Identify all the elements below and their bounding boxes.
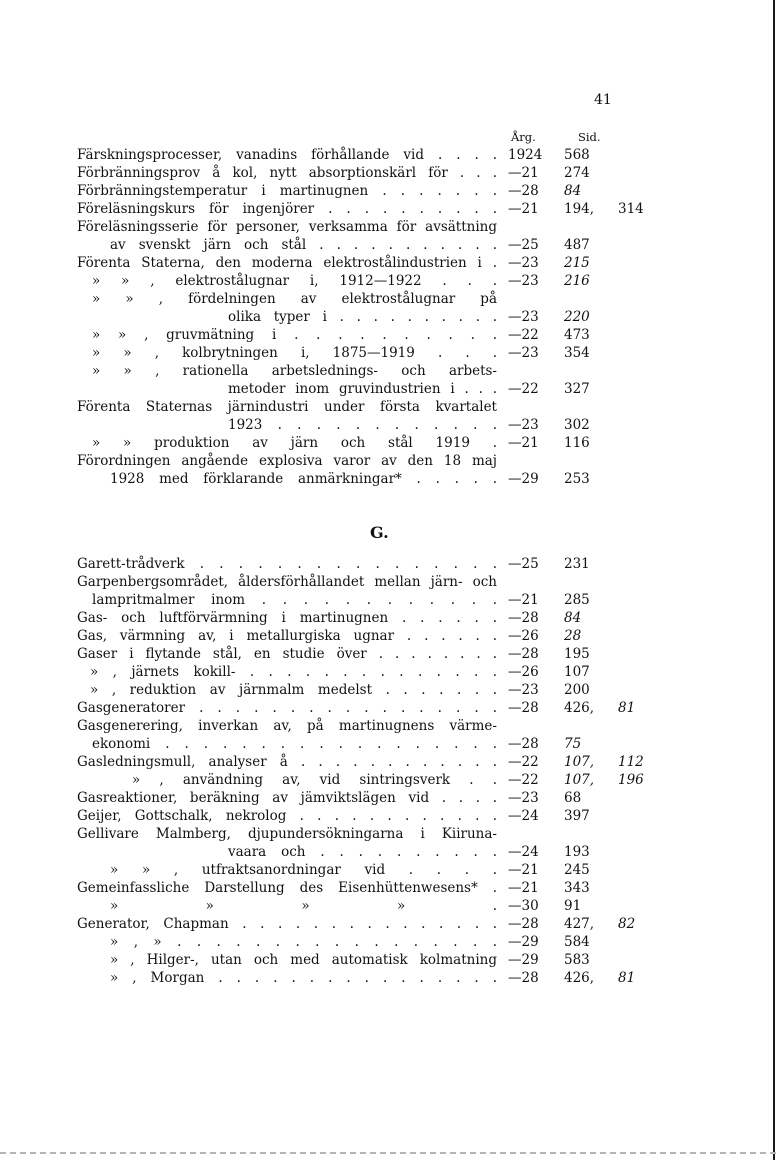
entry-text: » , reduktion av järnmalm medelst . . . . . . . [90, 682, 497, 698]
index-entry [0, 591, 776, 609]
entry-year: —23 [508, 790, 539, 806]
index-entry [0, 861, 776, 879]
entry-year: —22 [508, 772, 539, 788]
entry-page: 68 [564, 790, 582, 806]
entry-text: Gasgeneratorer . . . . . . . . . . . . . . . . . [77, 700, 497, 716]
entry-text: Föreläsningskurs för ingenjörer . . . . . . . . . . [77, 201, 497, 217]
index-entry [0, 897, 776, 915]
entry-year: —22 [508, 327, 539, 343]
entry-text: » , användning av, vid sintringsverk . . [132, 772, 497, 788]
entry-text: » » , utfraktsanordningar vid . . . . [110, 862, 497, 878]
entry-text: Förenta Staterna, den moderna elektrostålindustrien i . [77, 255, 497, 271]
entry-extra-page: 82 [618, 916, 636, 932]
entry-page: 84 [564, 183, 582, 199]
entry-extra-page: 112 [618, 754, 644, 770]
entry-year: —28 [508, 646, 539, 662]
entry-page: 194, [564, 201, 595, 217]
entry-text: » , Hilger-, utan och med automatisk kolmatning [110, 952, 497, 968]
entry-year: —21 [508, 165, 539, 181]
index-entry [0, 807, 776, 825]
index-entry [0, 771, 776, 789]
entry-page: 285 [564, 592, 590, 608]
index-entry [0, 933, 776, 951]
entry-text: Geijer, Gottschalk, nekrolog . . . . . . . . . . . . [77, 808, 497, 824]
entry-year: —25 [508, 237, 539, 253]
entry-page: 200 [564, 682, 590, 698]
entry-text: Förbränningstemperatur i martinugnen . . . . . . . [77, 183, 497, 199]
index-entry [0, 326, 776, 344]
entry-page: 193 [564, 844, 590, 860]
index-entry [0, 951, 776, 969]
entry-text: Förordningen angående explosiva varor av den 18 maj [77, 453, 497, 469]
index-entry [0, 717, 776, 735]
entry-year: —28 [508, 916, 539, 932]
column-header-year: Årg. [511, 130, 536, 144]
entry-page: 253 [564, 471, 590, 487]
entry-year: —26 [508, 664, 539, 680]
entry-text: Garpenbergsområdet, åldersförhållandet mellan järn- och [77, 574, 497, 590]
entry-page: 75 [564, 736, 582, 752]
entry-text: » » , rationella arbetslednings- och arbets- [92, 363, 497, 379]
index-entry [0, 362, 776, 380]
index-entry [0, 735, 776, 753]
entry-year: —30 [508, 898, 539, 914]
entry-year: —28 [508, 183, 539, 199]
entry-text: Förbränningsprov å kol, nytt absorptionskärl för . . . [77, 165, 497, 181]
entry-year: —23 [508, 273, 539, 289]
entry-page: 107, [564, 754, 595, 770]
entry-text: » » produktion av järn och stål 1919 . [92, 435, 497, 451]
entry-page: 327 [564, 381, 590, 397]
entry-page: 583 [564, 952, 590, 968]
entry-page: 397 [564, 808, 590, 824]
entry-text: Gasgenerering, inverkan av, på martinugnens värme- [77, 718, 497, 734]
entry-text: » , järnets kokill- . . . . . . . . . . . . . . [90, 664, 497, 680]
index-entry [0, 272, 776, 290]
entry-year: —28 [508, 610, 539, 626]
entry-year: —25 [508, 556, 539, 572]
index-entry [0, 308, 776, 326]
entry-text: » » , elektrostålugnar i, 1912—1922 . . . [92, 273, 497, 289]
entry-text: Gas- och luftförvärmning i martinugnen . . . . . . [77, 610, 497, 626]
index-entry [0, 879, 776, 897]
entry-page: 568 [564, 147, 590, 163]
index-entry [0, 434, 776, 452]
entry-text: » , » . . . . . . . . . . . . . . . . . [110, 934, 497, 950]
entry-text: 1923 . . . . . . . . . . . . [228, 417, 497, 433]
entry-year: —28 [508, 736, 539, 752]
index-entry [0, 627, 776, 645]
entry-page: 584 [564, 934, 590, 950]
entry-page: 473 [564, 327, 590, 343]
index-entry [0, 236, 776, 254]
entry-text: ekonomi . . . . . . . . . . . . . . . . . . [92, 736, 497, 752]
entry-year: —21 [508, 880, 539, 896]
entry-page: 354 [564, 345, 590, 361]
entry-page: 427, [564, 916, 595, 932]
index-entry [0, 915, 776, 933]
entry-year: —28 [508, 970, 539, 986]
index-entry [0, 825, 776, 843]
index-entry [0, 416, 776, 434]
index-entry [0, 290, 776, 308]
entry-year: —26 [508, 628, 539, 644]
entry-year: —29 [508, 471, 539, 487]
entry-extra-page: 314 [618, 201, 644, 217]
entry-text: Generator, Chapman . . . . . . . . . . . . . . . [77, 916, 497, 932]
index-entry [0, 753, 776, 771]
entry-page: 216 [564, 273, 590, 289]
entry-year: —22 [508, 754, 539, 770]
index-entry [0, 452, 776, 470]
entry-page: 487 [564, 237, 590, 253]
entry-page: 107, [564, 772, 595, 788]
entry-page: 274 [564, 165, 590, 181]
entry-extra-page: 81 [618, 970, 636, 986]
index-entry [0, 344, 776, 362]
entry-page: 245 [564, 862, 590, 878]
entry-year: —24 [508, 808, 539, 824]
page-number: 41 [594, 92, 612, 108]
entry-text: Garett-trådverk . . . . . . . . . . . . . . . . [77, 556, 497, 572]
entry-text: » » » » . [110, 898, 497, 914]
entry-text: » » , fördelningen av elektrostålugnar på [92, 291, 497, 307]
entry-page: 215 [564, 255, 590, 271]
entry-year: —21 [508, 592, 539, 608]
entry-text: » » , kolbrytningen i, 1875—1919 . . . [92, 345, 497, 361]
entry-year: —23 [508, 682, 539, 698]
index-entry [0, 699, 776, 717]
entry-text: 1928 med förklarande anmärkningar* . . . . . [110, 471, 497, 487]
index-entry [0, 573, 776, 591]
index-entry [0, 254, 776, 272]
index-entry [0, 200, 776, 218]
entry-year: —21 [508, 862, 539, 878]
index-entry [0, 380, 776, 398]
entry-text: Gasledningsmull, analyser å . . . . . . . . . . . . [77, 754, 497, 770]
index-entry [0, 218, 776, 236]
entry-text: Gellivare Malmberg, djupundersökningarna i Kiiruna- [77, 826, 497, 842]
entry-page: 220 [564, 309, 590, 325]
index-entry [0, 645, 776, 663]
entry-year: —23 [508, 417, 539, 433]
index-entry [0, 555, 776, 573]
entry-year: —23 [508, 255, 539, 271]
entry-page: 28 [564, 628, 582, 644]
index-entry [0, 681, 776, 699]
entry-text: Gemeinfassliche Darstellung des Eisenhüttenwesens* . [77, 880, 497, 896]
entry-page: 426, [564, 700, 595, 716]
entry-text: Förenta Staternas järnindustri under första kvartalet [77, 399, 497, 415]
entry-year: —28 [508, 700, 539, 716]
entry-text: metoder inom gruvindustrien i . . . [228, 381, 497, 397]
entry-year: —23 [508, 309, 539, 325]
entry-text: olika typer i . . . . . . . . . . [228, 309, 497, 325]
index-entry [0, 164, 776, 182]
entry-year: —29 [508, 934, 539, 950]
entry-page: 84 [564, 610, 582, 626]
entry-page: 302 [564, 417, 590, 433]
entry-text: Gasreaktioner, beräkning av jämviktslägen vid . . . . [77, 790, 497, 806]
entry-page: 195 [564, 646, 590, 662]
entry-text: vaara och . . . . . . . . . . [228, 844, 497, 860]
entry-text: » , Morgan . . . . . . . . . . . . . . . . [110, 970, 497, 986]
entry-text: lampritmalmer inom . . . . . . . . . . . . [92, 592, 497, 608]
entry-text: Föreläsningsserie för personer, verksamma för avsättning [77, 219, 497, 235]
index-entry [0, 470, 776, 488]
index-entry [0, 398, 776, 416]
entry-page: 343 [564, 880, 590, 896]
entry-page: 107 [564, 664, 590, 680]
entry-text: Gas, värmning av, i metallurgiska ugnar . . . . . . [77, 628, 497, 644]
section-heading-g: G. [370, 523, 389, 542]
entry-page: 426, [564, 970, 595, 986]
index-entry [0, 789, 776, 807]
index-entry [0, 182, 776, 200]
entry-text: av svenskt järn och stål . . . . . . . . . . . [110, 237, 497, 253]
entry-text: » » , gruvmätning i . . . . . . . . . . [92, 327, 497, 343]
entry-text: Färskningsprocesser, vanadins förhållande vid . . . . [77, 147, 497, 163]
index-entry [0, 146, 776, 164]
index-entry [0, 663, 776, 681]
index-entry [0, 609, 776, 627]
entry-page: 116 [564, 435, 590, 451]
column-header-page: Sid. [578, 130, 601, 144]
index-entry [0, 969, 776, 987]
entry-extra-page: 196 [618, 772, 644, 788]
entry-year: —23 [508, 345, 539, 361]
entry-page: 91 [564, 898, 582, 914]
page-footer-rule [0, 1152, 776, 1154]
entry-year: 1924 [508, 147, 543, 163]
entry-year: —22 [508, 381, 539, 397]
entry-text: Gaser i flytande stål, en studie över . . . . . . . . [77, 646, 497, 662]
index-entry [0, 843, 776, 861]
entry-year: —21 [508, 201, 539, 217]
entry-extra-page: 81 [618, 700, 636, 716]
entry-year: —29 [508, 952, 539, 968]
entry-year: —21 [508, 435, 539, 451]
entry-page: 231 [564, 556, 590, 572]
entry-year: —24 [508, 844, 539, 860]
